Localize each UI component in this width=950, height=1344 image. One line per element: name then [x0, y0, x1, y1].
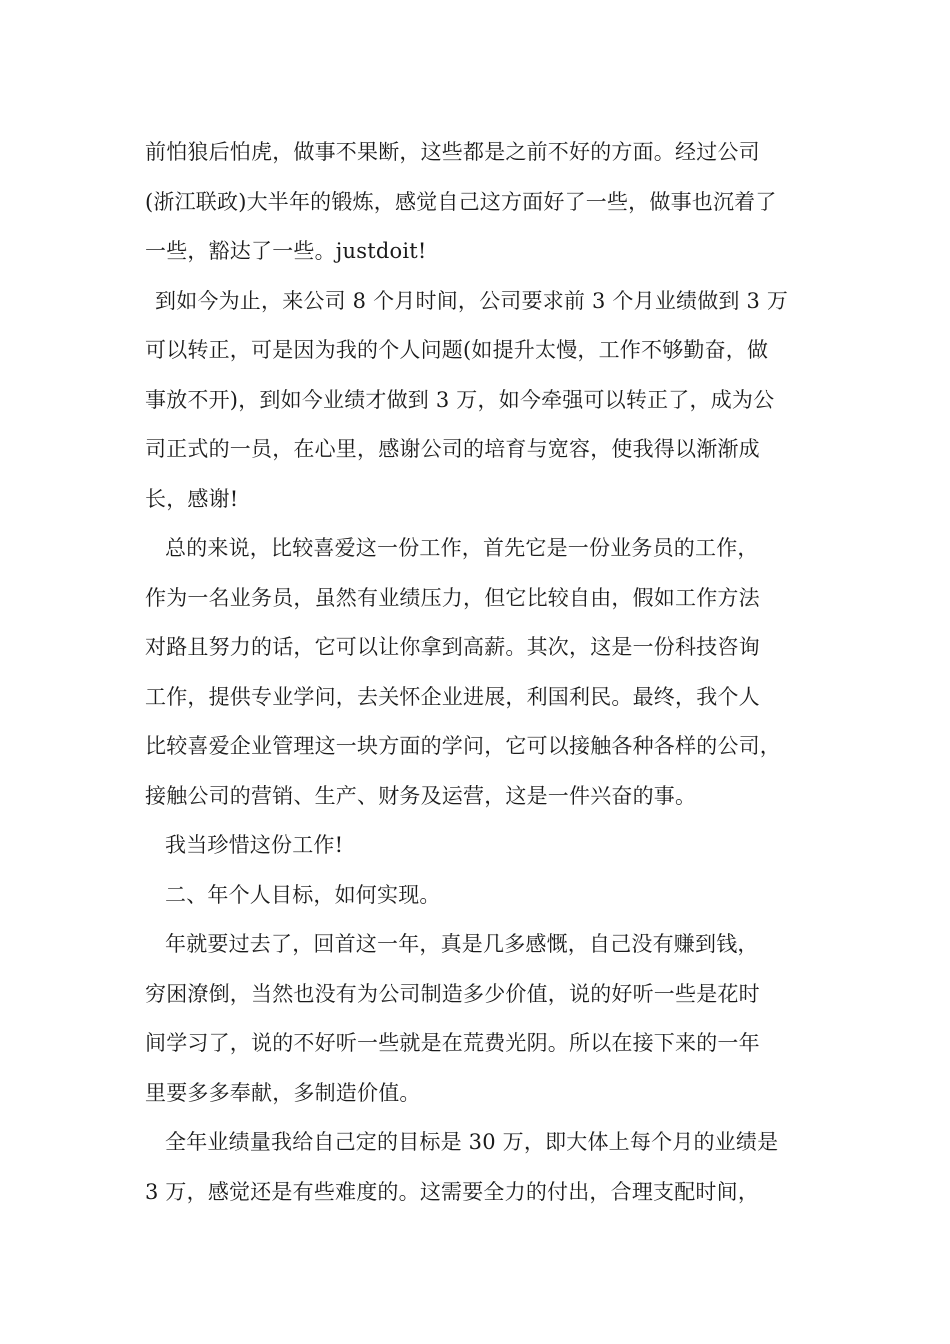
- text-line: 事放不开)，到如今业绩才做到 3 万，如今牵强可以转正了，成为公: [145, 387, 775, 412]
- section-heading: 二、年个人目标，如何实现。: [165, 882, 441, 907]
- text-line: 我当珍惜这份工作!: [165, 833, 344, 857]
- text-line: 间学习了，说的不好听一些就是在荒费光阴。所以在接下来的一年: [145, 1031, 760, 1055]
- text-line: 里要多多奉献，多制造价值。: [145, 1080, 421, 1105]
- text-line: 作为一名业务员，虽然有业绩压力，但它比较自由，假如工作方法: [145, 585, 760, 610]
- text-line: 一些，豁达了一些。justdoit!: [145, 239, 427, 263]
- text-line: 到如今为止，来公司 8 个月时间，公司要求前 3 个月业绩做到 3 万: [155, 288, 789, 313]
- text-line: 接触公司的营销、生产、财务及运营，这是一件兴奋的事。: [145, 783, 697, 808]
- document-body: [145, 128, 825, 1217]
- text-line: 总的来说，比较喜爱这一份工作，首先它是一份业务员的工作，: [165, 536, 759, 560]
- text-line: 穷困潦倒，当然也没有为公司制造多少价值，说的好听一些是花时: [145, 981, 760, 1006]
- text-line: 3 万，感觉还是有些难度的。这需要全力的付出，合理支配时间，: [145, 1179, 760, 1204]
- text-line: 可以转正，可是因为我的个人问题(如提升太慢，工作不够勤奋，做: [145, 338, 769, 362]
- text-line: 对路且努力的话，它可以让你拿到高薪。其次，这是一份科技咨询: [145, 635, 760, 659]
- text-line: 长，感谢!: [145, 486, 239, 511]
- text-line: 前怕狼后怕虎，做事不果断，这些都是之前不好的方面。经过公司: [145, 140, 760, 164]
- text-line: 全年业绩量我给自己定的目标是 30 万，即大体上每个月的业绩是: [165, 1130, 779, 1154]
- text-line: 工作，提供专业学问，去关怀企业进展，利国利民。最终，我个人: [145, 684, 760, 709]
- text-line: 比较喜爱企业管理这一块方面的学问，它可以接触各种各样的公司，: [145, 734, 781, 758]
- text-line: 年就要过去了，回首这一年，真是几多感慨，自己没有赚到钱，: [165, 932, 759, 956]
- text-line: (浙江联政)大半年的锻炼，感觉自己这方面好了一些，做事也沉着了: [145, 189, 777, 214]
- text-line: 司正式的一员，在心里，感谢公司的培育与宽容，使我得以渐渐成: [145, 437, 760, 461]
